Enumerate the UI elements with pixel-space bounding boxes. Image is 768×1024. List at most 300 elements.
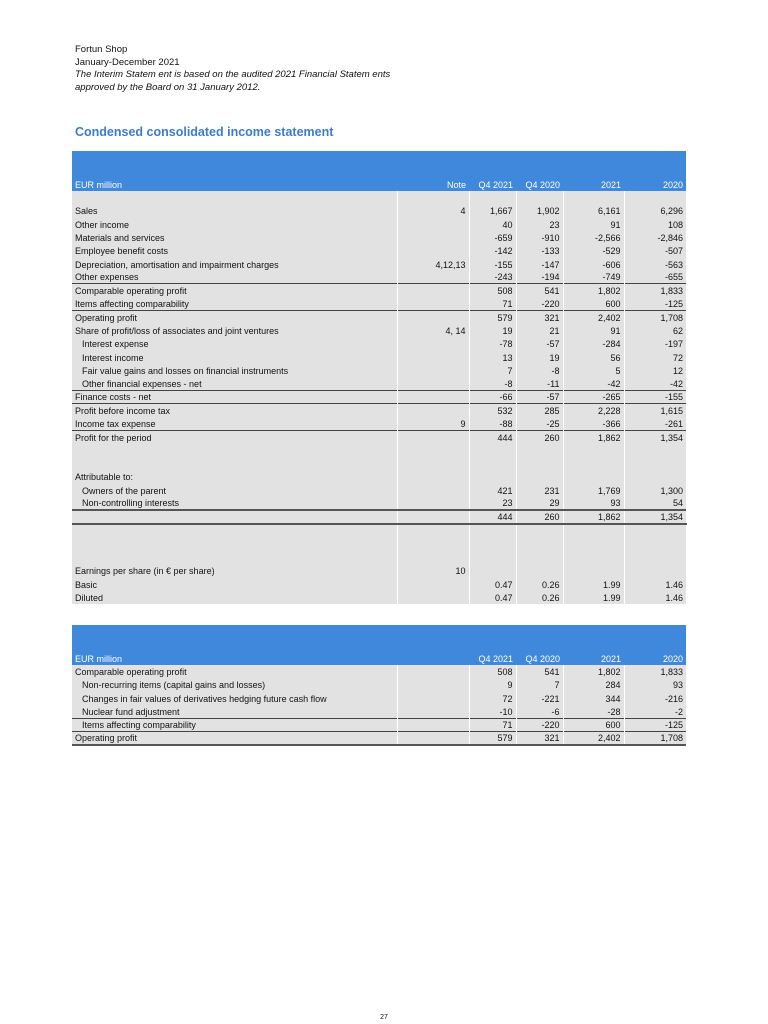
row-label: Non-recurring items (capital gains and losses) [72, 678, 397, 691]
value-q4-2020: 21 [516, 324, 563, 337]
value-q4-2020: 260 [516, 430, 563, 443]
table-cell [397, 577, 469, 590]
table-row [72, 364, 686, 377]
value-2020: 12 [624, 364, 686, 377]
value-q4-2021: 71 [469, 297, 516, 310]
table-header-row [72, 652, 686, 665]
value-2020: 62 [624, 324, 686, 337]
value-q4-2020: -25 [516, 417, 563, 430]
table-header-band [72, 164, 686, 177]
table-cell [397, 524, 469, 537]
value-q4-2020: -147 [516, 257, 563, 270]
table-cell [469, 564, 516, 577]
value-2020: -563 [624, 257, 686, 270]
table-cell [624, 164, 686, 177]
table-row [72, 430, 686, 443]
row-note [397, 337, 469, 350]
row-label: Profit before income tax [72, 404, 397, 417]
value-q4-2021: -243 [469, 271, 516, 284]
table-cell [72, 444, 397, 457]
value-2021: -284 [563, 337, 624, 350]
table-cell [563, 638, 624, 651]
table-row [72, 577, 686, 590]
table-cell [563, 524, 624, 537]
table-cell [397, 444, 469, 457]
table-row [72, 257, 686, 270]
table-cell [563, 564, 624, 577]
table-cell [469, 524, 516, 537]
table-cell [72, 638, 397, 651]
table-cell [624, 151, 686, 164]
table-cell [624, 564, 686, 577]
value-2021: 1.99 [563, 577, 624, 590]
row-label: Other income [72, 217, 397, 230]
value-2020: 1.46 [624, 591, 686, 604]
value-q4-2021: 7 [469, 364, 516, 377]
comparability-table [72, 625, 686, 746]
row-note: 4 [397, 204, 469, 217]
table-cell [72, 164, 397, 177]
value-q4-2021: -142 [469, 244, 516, 257]
column-header: 2020 [624, 178, 686, 191]
value-2020: -655 [624, 271, 686, 284]
table-cell [397, 510, 469, 524]
row-note [397, 430, 469, 443]
table-row [72, 297, 686, 310]
table-cell [469, 537, 516, 550]
table-row [72, 244, 686, 257]
table-row [72, 417, 686, 430]
value-2021: -606 [563, 257, 624, 270]
value-2020: 72 [624, 350, 686, 363]
table-cell [72, 151, 397, 164]
value-q4-2020: -220 [516, 718, 563, 731]
table-cell [397, 678, 469, 691]
table-cell [563, 625, 624, 638]
table-cell [397, 470, 469, 483]
value-2021: -265 [563, 390, 624, 403]
column-header: 2021 [563, 652, 624, 665]
page-title: Condensed consolidated income statement [75, 125, 334, 139]
table-row [72, 705, 686, 718]
table-cell [516, 470, 563, 483]
audit-note-line1: The Interim Statem ent is based on the audited 2021 Financial Statem ents [75, 69, 391, 80]
value-2020: 93 [624, 678, 686, 691]
page-number: 27 [380, 1014, 388, 1021]
value-2021: -366 [563, 417, 624, 430]
column-header: 2021 [563, 178, 624, 191]
value-q4-2021: 0.47 [469, 591, 516, 604]
row-label: Diluted [72, 591, 397, 604]
row-label: Materials and services [72, 231, 397, 244]
value-2020: 108 [624, 217, 686, 230]
table-cell [397, 665, 469, 678]
table-row [72, 718, 686, 731]
table-cell [516, 151, 563, 164]
value-2021: 600 [563, 297, 624, 310]
value-q4-2020: 541 [516, 284, 563, 297]
row-label: Operating profit [72, 311, 397, 324]
total-2020: 1,354 [624, 510, 686, 524]
table-cell [624, 457, 686, 470]
total-q4-2020: 260 [516, 510, 563, 524]
value-2020: 6,296 [624, 204, 686, 217]
table-row [72, 497, 686, 510]
spacer-row [72, 444, 686, 457]
report-header [75, 44, 390, 94]
value-q4-2020: -57 [516, 390, 563, 403]
value-2020: 1,300 [624, 483, 686, 496]
value-2020: 54 [624, 497, 686, 510]
table-row [72, 271, 686, 284]
table-cell [516, 551, 563, 564]
value-q4-2020: -910 [516, 231, 563, 244]
value-q4-2020: 321 [516, 311, 563, 324]
value-2021: 91 [563, 324, 624, 337]
table-cell [397, 718, 469, 731]
value-q4-2021: 579 [469, 731, 516, 745]
value-2020: -2,846 [624, 231, 686, 244]
value-q4-2021: -88 [469, 417, 516, 430]
table-row [72, 470, 686, 483]
table-cell [624, 551, 686, 564]
table-cell [624, 625, 686, 638]
value-2021: 1,769 [563, 483, 624, 496]
value-q4-2021: 19 [469, 324, 516, 337]
value-q4-2021: -10 [469, 705, 516, 718]
table-cell [624, 444, 686, 457]
value-2020: -125 [624, 718, 686, 731]
row-label: Other financial expenses - net [72, 377, 397, 390]
table-row [72, 337, 686, 350]
value-2021: -28 [563, 705, 624, 718]
table-cell [397, 691, 469, 704]
table-cell [516, 524, 563, 537]
value-q4-2021: 23 [469, 497, 516, 510]
value-q4-2020: 7 [516, 678, 563, 691]
value-q4-2021: 13 [469, 350, 516, 363]
table-cell [563, 537, 624, 550]
value-2021: 2,402 [563, 311, 624, 324]
table-cell [563, 151, 624, 164]
value-q4-2021: -66 [469, 390, 516, 403]
row-note [397, 377, 469, 390]
value-q4-2020: -57 [516, 337, 563, 350]
total-2021: 1,862 [563, 510, 624, 524]
row-note [397, 350, 469, 363]
value-q4-2021: 9 [469, 678, 516, 691]
spacer-row [72, 191, 686, 204]
value-2021: 1.99 [563, 591, 624, 604]
value-2020: -507 [624, 244, 686, 257]
table-cell [563, 191, 624, 204]
row-label: Basic [72, 577, 397, 590]
table-cell [516, 191, 563, 204]
report-period: January-December 2021 [75, 56, 180, 68]
row-note [397, 217, 469, 230]
table-cell [469, 551, 516, 564]
value-2020: -155 [624, 390, 686, 403]
spacer-row [72, 524, 686, 537]
table-cell [72, 537, 397, 550]
row-label: Interest income [72, 350, 397, 363]
value-q4-2020: 1,902 [516, 204, 563, 217]
column-header: Q4 2021 [469, 178, 516, 191]
table-row [72, 324, 686, 337]
row-note [397, 297, 469, 310]
column-header: Q4 2021 [469, 652, 516, 665]
row-label: Changes in fair values of derivatives hedging future cash flow [72, 691, 397, 704]
table-cell [516, 444, 563, 457]
table-cell [469, 444, 516, 457]
value-2020: 1,833 [624, 665, 686, 678]
table-row [72, 591, 686, 604]
value-2020: -2 [624, 705, 686, 718]
company-name: Fortun Shop [75, 44, 128, 55]
value-2021: -529 [563, 244, 624, 257]
table-cell [397, 652, 469, 665]
table-cell [397, 537, 469, 550]
table-cell [397, 483, 469, 496]
table-cell [72, 510, 397, 524]
section-label: Earnings per share (in € per share) [72, 564, 397, 577]
value-q4-2021: 532 [469, 404, 516, 417]
value-2021: 6,161 [563, 204, 624, 217]
value-q4-2021: 579 [469, 311, 516, 324]
row-note: 10 [397, 564, 469, 577]
value-q4-2020: -221 [516, 691, 563, 704]
row-label: Other expenses [72, 271, 397, 284]
total-q4-2021: 444 [469, 510, 516, 524]
value-2021: 1,802 [563, 284, 624, 297]
value-q4-2021: -155 [469, 257, 516, 270]
row-note [397, 284, 469, 297]
table-row [72, 665, 686, 678]
table-row [72, 731, 686, 745]
row-label: Employee benefit costs [72, 244, 397, 257]
table-cell [397, 191, 469, 204]
column-header: Q4 2020 [516, 178, 563, 191]
table-cell [563, 470, 624, 483]
row-label: Operating profit [72, 731, 397, 745]
table-row [72, 311, 686, 324]
table-cell [469, 457, 516, 470]
value-q4-2021: 72 [469, 691, 516, 704]
table-cell [397, 731, 469, 745]
table-cell [624, 524, 686, 537]
value-2021: 344 [563, 691, 624, 704]
table-row [72, 231, 686, 244]
section-label: Attributable to: [72, 470, 397, 483]
value-2020: 1,708 [624, 311, 686, 324]
table-cell [624, 537, 686, 550]
value-q4-2020: 29 [516, 497, 563, 510]
column-header: Q4 2020 [516, 652, 563, 665]
table-row [72, 678, 686, 691]
row-label: Items affecting comparability [72, 297, 397, 310]
row-note: 9 [397, 417, 469, 430]
table-cell [397, 705, 469, 718]
table-row [72, 691, 686, 704]
table-cell [516, 457, 563, 470]
value-q4-2021: -8 [469, 377, 516, 390]
value-2020: -216 [624, 691, 686, 704]
table-cell [563, 551, 624, 564]
value-2021: -749 [563, 271, 624, 284]
table-cell [516, 638, 563, 651]
table-cell [397, 164, 469, 177]
value-2020: 1,354 [624, 430, 686, 443]
table-cell [469, 470, 516, 483]
audit-note-line2: approved by the Board on 31 January 2012. [75, 81, 261, 93]
row-note [397, 231, 469, 244]
table-cell [72, 457, 397, 470]
row-label: Owners of the parent [72, 483, 397, 496]
table-cell [469, 151, 516, 164]
row-label: Depreciation, amortisation and impairment charges [72, 257, 397, 270]
table-row [72, 510, 686, 524]
value-q4-2020: -220 [516, 297, 563, 310]
row-note [397, 271, 469, 284]
value-2021: 5 [563, 364, 624, 377]
value-2021: 1,862 [563, 430, 624, 443]
value-q4-2021: 508 [469, 665, 516, 678]
value-2020: 1,833 [624, 284, 686, 297]
value-q4-2020: -6 [516, 705, 563, 718]
row-note: 4,12,13 [397, 257, 469, 270]
row-note [397, 404, 469, 417]
row-label: Non-controlling interests [72, 497, 397, 510]
table-header-row [72, 178, 686, 191]
value-2020: 1.46 [624, 577, 686, 590]
table-cell [397, 638, 469, 651]
value-2021: 2,228 [563, 404, 624, 417]
value-2020: 1,615 [624, 404, 686, 417]
row-label: Share of profit/loss of associates and joint ventures [72, 324, 397, 337]
table-cell [72, 524, 397, 537]
value-q4-2021: -659 [469, 231, 516, 244]
value-q4-2021: 421 [469, 483, 516, 496]
table-header-band [72, 151, 686, 164]
value-q4-2021: 1,667 [469, 204, 516, 217]
table-cell [397, 497, 469, 510]
table-cell [624, 638, 686, 651]
table-row [72, 404, 686, 417]
value-2020: -125 [624, 297, 686, 310]
table-row [72, 564, 686, 577]
row-label: Comparable operating profit [72, 665, 397, 678]
value-q4-2020: 231 [516, 483, 563, 496]
value-2021: 93 [563, 497, 624, 510]
value-2021: 91 [563, 217, 624, 230]
table-cell [563, 444, 624, 457]
value-q4-2021: 444 [469, 430, 516, 443]
value-q4-2020: 321 [516, 731, 563, 745]
value-2020: -197 [624, 337, 686, 350]
value-2020: -42 [624, 377, 686, 390]
row-note: 4, 14 [397, 324, 469, 337]
value-2021: 600 [563, 718, 624, 731]
row-label: Items affecting comparability [72, 718, 397, 731]
value-q4-2021: 71 [469, 718, 516, 731]
value-2020: 1,708 [624, 731, 686, 745]
spacer-row [72, 457, 686, 470]
value-2021: 2,402 [563, 731, 624, 745]
table-cell [72, 625, 397, 638]
row-note [397, 390, 469, 403]
table-cell [72, 551, 397, 564]
table-row [72, 204, 686, 217]
table-cell [563, 457, 624, 470]
row-label: Fair value gains and losses on financial instruments [72, 364, 397, 377]
table-cell [469, 164, 516, 177]
value-q4-2020: -8 [516, 364, 563, 377]
table-row [72, 350, 686, 363]
table-cell [397, 591, 469, 604]
value-q4-2021: 508 [469, 284, 516, 297]
table-header-band [72, 638, 686, 651]
table-cell [516, 625, 563, 638]
table-cell [624, 191, 686, 204]
row-label: Comparable operating profit [72, 284, 397, 297]
table-cell [397, 151, 469, 164]
table-cell [72, 191, 397, 204]
table-cell [469, 638, 516, 651]
value-2021: -2,566 [563, 231, 624, 244]
row-note [397, 364, 469, 377]
spacer-row [72, 537, 686, 550]
row-note [397, 244, 469, 257]
table-cell [397, 551, 469, 564]
column-header: EUR million [72, 178, 397, 191]
value-q4-2021: 40 [469, 217, 516, 230]
table-cell [397, 625, 469, 638]
value-q4-2020: 541 [516, 665, 563, 678]
value-q4-2020: -11 [516, 377, 563, 390]
table-row [72, 217, 686, 230]
table-cell [516, 564, 563, 577]
table-cell [469, 191, 516, 204]
value-2021: 56 [563, 350, 624, 363]
table-cell [469, 625, 516, 638]
column-header: 2020 [624, 652, 686, 665]
value-q4-2020: 19 [516, 350, 563, 363]
row-label: Finance costs - net [72, 390, 397, 403]
row-label: Sales [72, 204, 397, 217]
table-row [72, 284, 686, 297]
row-note [397, 311, 469, 324]
income-statement-table [72, 151, 687, 604]
row-label: Profit for the period [72, 430, 397, 443]
column-header: Note [397, 178, 469, 191]
value-q4-2020: 23 [516, 217, 563, 230]
value-q4-2021: 0.47 [469, 577, 516, 590]
table-row [72, 377, 686, 390]
value-q4-2020: 0.26 [516, 577, 563, 590]
value-2021: 284 [563, 678, 624, 691]
table-cell [397, 457, 469, 470]
value-q4-2020: -133 [516, 244, 563, 257]
table-row [72, 390, 686, 403]
value-q4-2020: 285 [516, 404, 563, 417]
table-cell [516, 537, 563, 550]
value-q4-2021: -78 [469, 337, 516, 350]
table-cell [516, 164, 563, 177]
value-2020: -261 [624, 417, 686, 430]
value-q4-2020: -194 [516, 271, 563, 284]
row-label: Income tax expense [72, 417, 397, 430]
table-header-band [72, 625, 686, 638]
